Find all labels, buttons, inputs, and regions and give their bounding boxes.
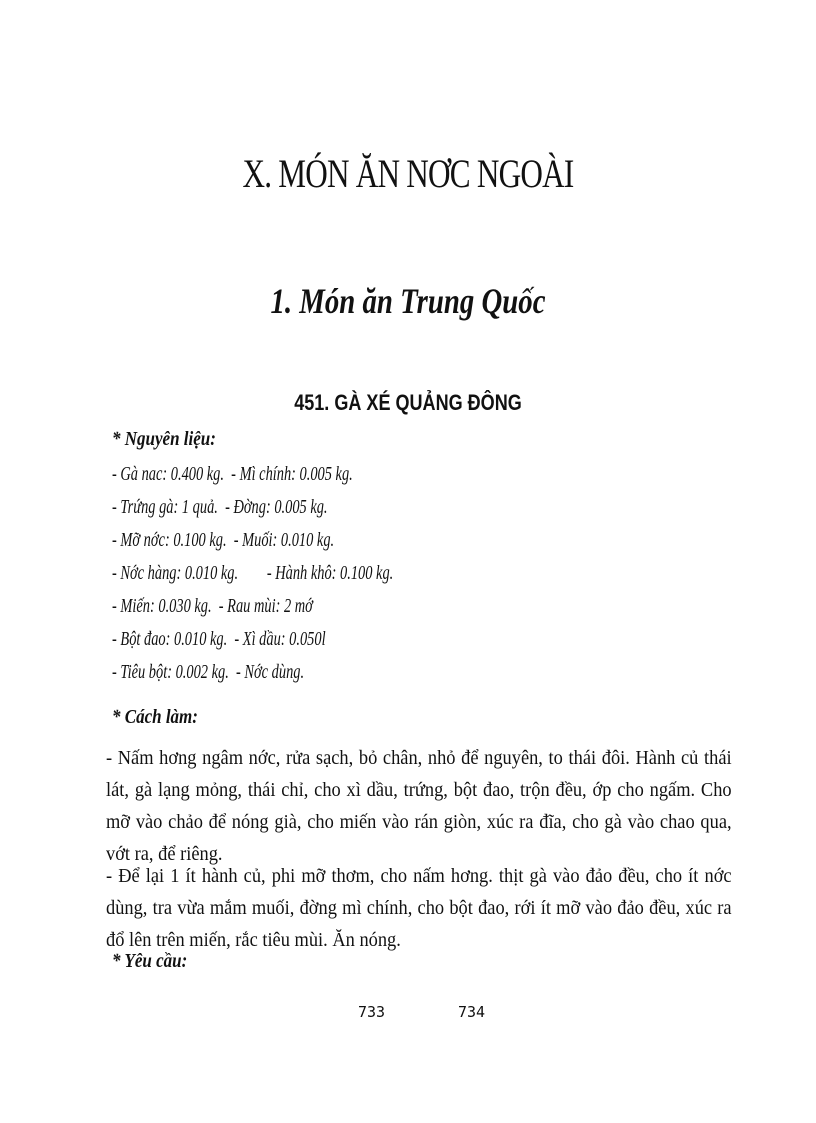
method-paragraph: - Nấm hơng ngâm nớc, rửa sạch, bỏ chân, nhỏ để nguyên, to thái đôi. Hành củ thái lát, gà lạng mỏng, thái chỉ, cho xì dầu, trứng, bột đao, trộn đều, ớp cho ngấm. Cho mỡ vào chảo để nóng già, cho miến vào rán giòn, xúc ra đĩa, cho gà vào chao qua, vớt ra, để riêng. [106,747,732,865]
ingredient-right: - Đờng: 0.005 kg. [225,496,328,518]
method-heading: * Cách làm: [112,706,198,728]
ingredients-list [112,458,503,689]
ingredient-left: - Tiêu bột: 0.002 kg. [112,661,229,683]
ingredient-right: - Nớc dùng. [235,661,305,683]
ingredient-right: - Rau mùi: 2 mớ [218,595,313,617]
requirements-heading: * Yêu cầu: [112,950,188,972]
ingredient-left: - Nớc hàng: 0.010 kg. [112,562,239,584]
ingredient-row [112,524,393,557]
chapter-title: X. MÓN ĂN NƠC NGOÀI [242,151,574,196]
ingredient-row [112,557,393,590]
ingredient-row [112,458,393,491]
ingredient-right: - Muối: 0.010 kg. [233,529,335,551]
page-number-left: 733 [358,1003,386,1021]
ingredient-row [112,491,393,524]
ingredient-row [112,656,393,689]
ingredient-left: - Gà nac: 0.400 kg. [112,463,224,485]
method-paragraph: - Để lại 1 ít hành củ, phi mỡ thơm, cho nấm hơng. thịt gà vào đảo đều, cho ít nớc dùng, tra vừa mắm muối, đờng mì chính, cho bột đao, rới ít mỡ vào đảo đều, xúc ra đổ lên trên miến, rắc tiêu mùi. Ăn nóng. [106,865,732,951]
ingredient-left: - Miến: 0.030 kg. [112,595,212,617]
ingredient-left: - Mỡ nớc: 0.100 kg. [112,529,227,551]
ingredient-left: - Trứng gà: 1 quả. [112,496,218,518]
ingredient-right: - Mì chính: 0.005 kg. [231,463,353,485]
ingredient-row [112,590,393,623]
ingredient-right: - Hành khô: 0.100 kg. [266,562,394,584]
ingredient-left: - Bột đao: 0.010 kg. [112,628,228,650]
page-number-right: 734 [458,1003,486,1021]
ingredient-row [112,623,393,656]
recipe-title: 451. GÀ XÉ QUẢNG ĐÔNG [294,390,522,415]
section-title: 1. Món ăn Trung Quốc [270,281,546,321]
ingredient-right: - Xì dầu: 0.050l [234,628,326,650]
ingredients-heading: * Nguyên liệu: [112,428,216,450]
